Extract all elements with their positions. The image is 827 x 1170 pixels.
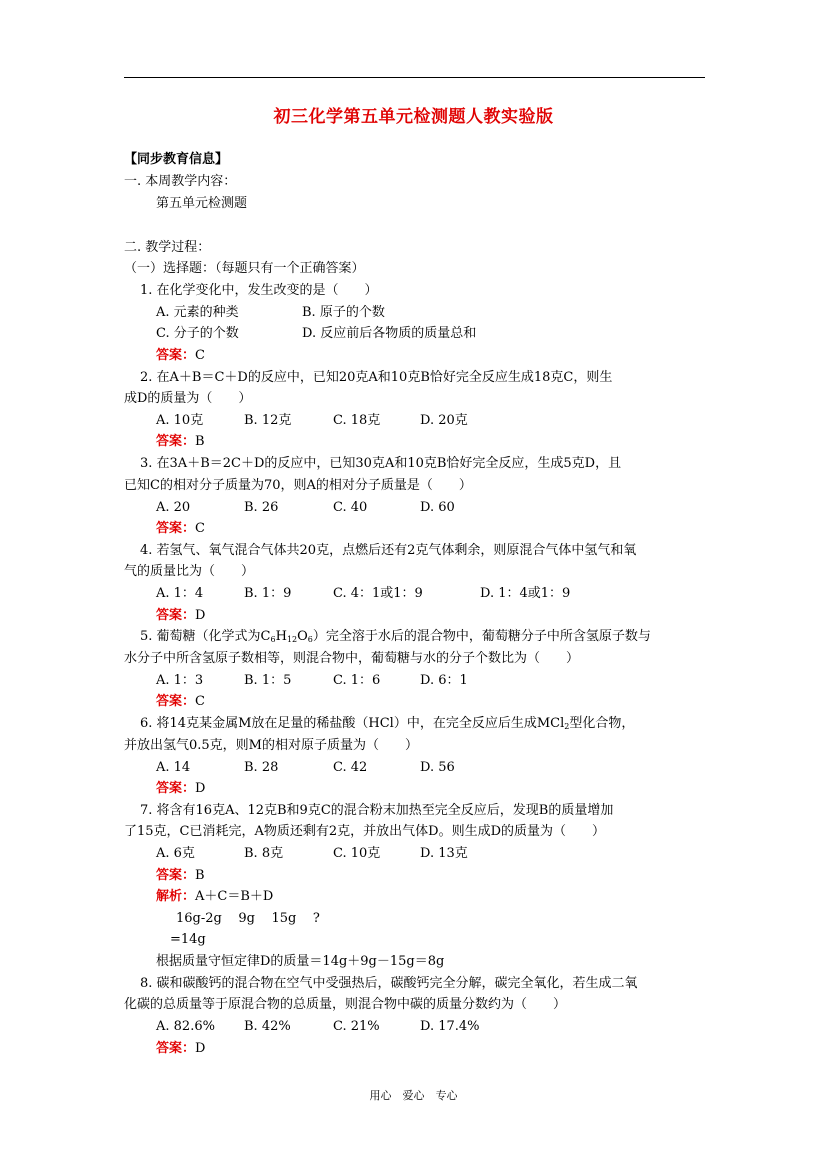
option-c: C. 分子的个数 — [156, 326, 239, 341]
question-stem-cont: 并放出氢气0.5克，则M的相对原子质量为（ ） — [124, 738, 418, 753]
question-stem-cont: 已知C的相对分子质量为70，则A的相对分子质量是（ ） — [124, 478, 472, 493]
formula-subscript: 6 — [270, 635, 276, 644]
option-a: A. 10克 — [156, 413, 204, 428]
option-c: C. 21% — [333, 1019, 380, 1034]
option-d: D. 1：4或1：9 — [480, 586, 571, 601]
option-b: B. 1：5 — [244, 673, 292, 688]
answer — [156, 608, 205, 624]
analysis-conclusion: 根据质量守恒定律D的质量＝14g＋9g－15g＝8g — [156, 954, 445, 969]
question-stem: 8. 碳和碳酸钙的混合物在空气中受强热后，碳酸钙完全分解，碳完全氧化，若生成二氧 — [140, 976, 638, 991]
formula-subscript: 12 — [286, 635, 298, 644]
option-b: B. 8克 — [244, 846, 284, 861]
formula-element: H — [275, 629, 287, 644]
question-stem: 4. 若氢气、氧气混合气体共20克，点燃后还有2克气体剩余，则原混合气体中氢气和氧 — [140, 543, 637, 558]
header-rule — [124, 77, 705, 78]
answer-label: 答案： — [156, 1041, 196, 1056]
option-d: D. 反应前后各物质的质量总和 — [302, 326, 477, 341]
formula-element: C — [260, 629, 271, 644]
option-b: B. 1：9 — [244, 586, 292, 601]
page-title: 初三化学第五单元检测题人教实验版 — [273, 107, 554, 127]
answer — [156, 521, 205, 537]
option-c: C. 1：6 — [333, 673, 381, 688]
answer-value: C — [195, 348, 205, 363]
answer — [156, 1041, 205, 1057]
option-a: A. 82.6% — [156, 1019, 215, 1034]
option-b: B. 26 — [244, 500, 279, 515]
option-c: C. 42 — [333, 760, 368, 775]
question-stem — [140, 716, 634, 732]
option-a: A. 20 — [156, 500, 191, 515]
part2-heading: 二. 教学过程： — [124, 240, 211, 255]
question-stem: 3. 在3A＋B＝2C＋D的反应中，已知30克A和10克B恰好完全反应，生成5克D，且 — [140, 456, 622, 471]
question-stem-cont: 水分子中所含氢原子数相等，则混合物中，葡萄糖与水的分子个数比为（ ） — [124, 651, 580, 666]
answer — [156, 348, 205, 364]
option-a: A. 1：3 — [156, 673, 204, 688]
answer-label: 答案： — [156, 608, 196, 623]
option-d: D. 17.4% — [420, 1019, 480, 1034]
answer-label: 答案： — [156, 868, 196, 883]
answer — [156, 694, 205, 710]
stem-text: ）完全溶于水后的混合物中，葡萄糖分子中所含氢原子数与 — [312, 629, 651, 644]
option-d: D. 60 — [420, 500, 455, 515]
option-a: A. 元素的种类 — [156, 305, 239, 320]
option-b: B. 28 — [244, 760, 279, 775]
option-a: A. 6克 — [156, 846, 195, 861]
answer-value: C — [195, 521, 205, 536]
answer — [156, 868, 205, 884]
part1-heading: 一. 本周教学内容： — [124, 174, 237, 189]
answer-value: D — [195, 608, 206, 623]
formula-subscript: 6 — [307, 635, 313, 644]
answer-label: 答案： — [156, 781, 196, 796]
option-c: C. 10克 — [333, 846, 381, 861]
option-a: A. 14 — [156, 760, 191, 775]
option-b: B. 42% — [244, 1019, 291, 1034]
analysis-label: 解析： — [156, 889, 196, 904]
stem-text: 5. 葡萄糖（化学式为 — [140, 629, 261, 644]
part2-subheading: （一）选择题：（每题只有一个正确答案） — [124, 261, 365, 276]
glucose-formula — [261, 629, 313, 644]
answer-value: D — [195, 781, 206, 796]
question-stem-cont: 化碳的总质量等于原混合物的总质量，则混合物中碳的质量分数约为（ ） — [124, 997, 567, 1012]
formula-subscript: 2 — [564, 722, 570, 731]
answer-value: D — [195, 1041, 206, 1056]
answer-value: C — [195, 694, 205, 709]
answer-value: B — [195, 434, 205, 449]
option-b: B. 原子的个数 — [302, 305, 385, 320]
question-stem: 2. 在A＋B＝C＋D的反应中，已知20克A和10克B恰好完全反应生成18克C，则生 — [140, 370, 613, 385]
formula-element: O — [297, 629, 308, 644]
stem-text: 型化合物， — [569, 716, 635, 731]
analysis-equation: A＋C＝B＋D — [195, 889, 274, 904]
analysis-result: =14g — [170, 932, 206, 947]
section-heading: 【同步教育信息】 — [124, 152, 229, 167]
answer-value: B — [195, 868, 205, 883]
answer-label: 答案： — [156, 348, 196, 363]
stem-text: 6. 将14克某金属M放在足量的稀盐酸（HCl）中，在完全反应后生成MCl — [140, 716, 565, 731]
option-b: B. 12克 — [244, 413, 292, 428]
page-footer: 用心 爱心 专心 — [369, 1089, 458, 1102]
option-d: D. 20克 — [420, 413, 468, 428]
answer-label: 答案： — [156, 694, 196, 709]
question-stem-cont: 成D的质量为（ ） — [124, 391, 252, 406]
option-c: C. 18克 — [333, 413, 381, 428]
question-stem: 7. 将含有16克A、12克B和9克C的混合粉末加热至完全反应后，发现B的质量增加 — [140, 803, 614, 818]
part1-content: 第五单元检测题 — [156, 196, 248, 211]
option-c: C. 40 — [333, 500, 368, 515]
question-stem-cont: 了15克，C已消耗完，A物质还剩有2克，并放出气体D。则生成D的质量为（ ） — [124, 824, 605, 839]
option-c: C. 4：1或1：9 — [333, 586, 423, 601]
option-d: D. 56 — [420, 760, 455, 775]
answer-label: 答案： — [156, 521, 196, 536]
option-a: A. 1：4 — [156, 586, 204, 601]
option-d: D. 13克 — [420, 846, 468, 861]
analysis-masses: 16g-2g 9g 15g ? — [176, 911, 320, 926]
analysis — [156, 889, 273, 905]
question-stem-cont: 气的质量比为（ ） — [124, 564, 255, 579]
question-stem — [140, 629, 651, 645]
answer — [156, 434, 205, 450]
answer — [156, 781, 205, 797]
answer-label: 答案： — [156, 434, 196, 449]
option-d: D. 6：1 — [420, 673, 468, 688]
question-stem: 1. 在化学变化中，发生改变的是（ ） — [140, 283, 378, 298]
